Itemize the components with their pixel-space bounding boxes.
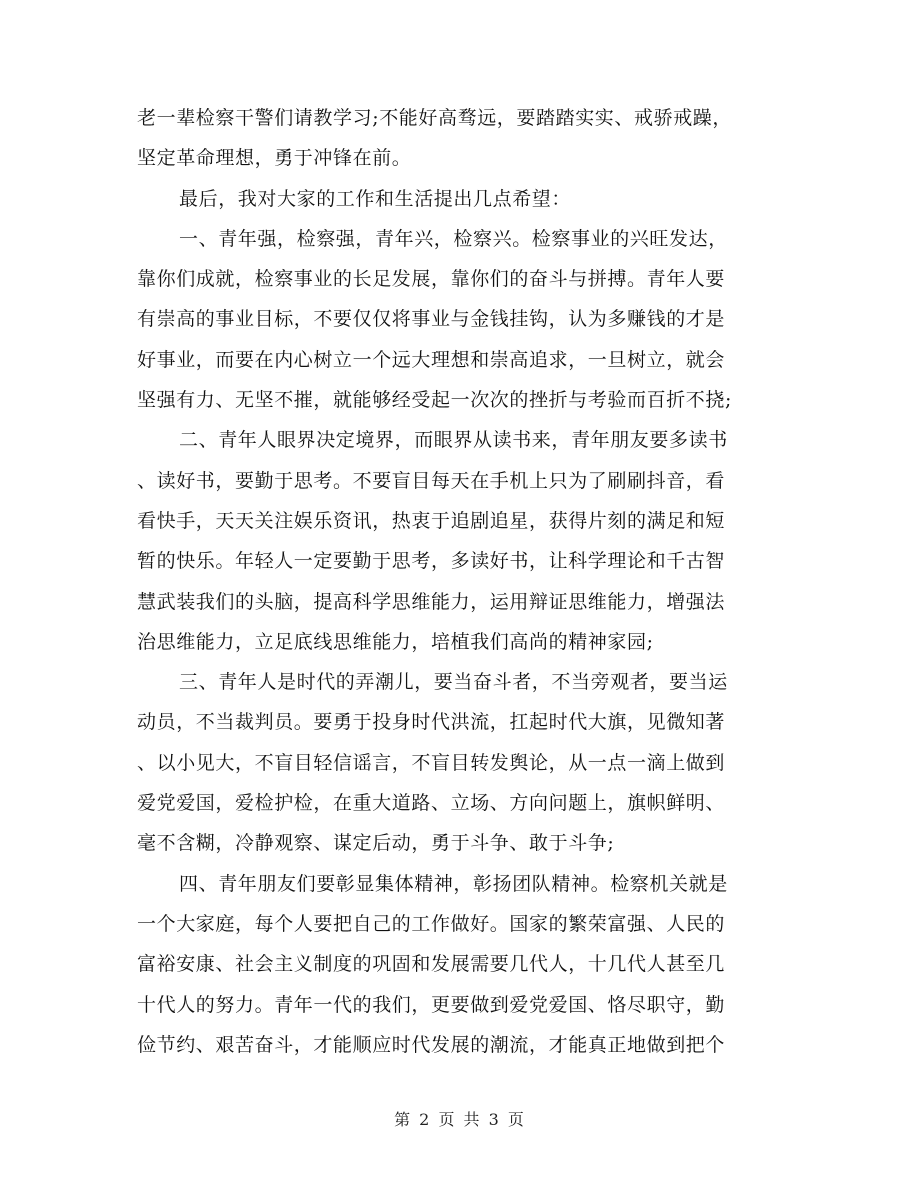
body-line-13: 慧武装我们的头脑，提高科学思维能力，运用辩证思维能力，增强法 [137, 590, 726, 613]
body-line-2: 坚定革命理想，勇于冲锋在前。 [137, 147, 412, 170]
page-footer [0, 1107, 920, 1130]
body-line-11: 看快手，天天关注娱乐资讯，热衷于追剧追星，获得片刻的满足和短 [137, 509, 726, 532]
body-line-18: 爱党爱国，爱检护检，在重大道路、立场、方向问题上，旗帜鲜明、 [137, 792, 726, 815]
body-line-21: 一个大家庭，每个人要把自己的工作做好。国家的繁荣富强、人民的 [137, 912, 726, 935]
body-line-3: 最后，我对大家的工作和生活提出几点希望： [179, 187, 572, 210]
body-line-9: 二、青年人眼界决定境界，而眼界从读书来，青年朋友要多读书 [179, 429, 728, 452]
body-line-17: 、以小见大，不盲目轻信谣言，不盲目转发舆论，从一点一滴上做到 [137, 751, 726, 774]
body-line-23: 十代人的努力。青年一代的我们，更要做到爱党爱国、恪尽职守，勤 [137, 993, 726, 1016]
body-line-5: 靠你们成就，检察事业的长足发展，靠你们的奋斗与拼搏。青年人要 [137, 268, 726, 291]
body-line-19: 毫不含糊，冷静观察、谋定后动，勇于斗争、敢于斗争; [137, 832, 615, 855]
page-number-label: 第 2 页 共 3 页 [394, 1110, 526, 1129]
body-line-24: 俭节约、艰苦奋斗，才能顺应时代发展的潮流，才能真正地做到把个 [137, 1033, 726, 1056]
body-line-12: 暂的快乐。年轻人一定要勤于思考，多读好书，让科学理论和千古智 [137, 550, 726, 573]
body-line-15: 三、青年人是时代的弄潮儿，要当奋斗者，不当旁观者，要当运 [179, 671, 728, 694]
document-body [137, 98, 797, 1065]
body-line-6: 有崇高的事业目标，不要仅仅将事业与金钱挂钩，认为多赚钱的才是 [137, 308, 726, 331]
body-line-10: 、读好书，要勤于思考。不要盲目每天在手机上只为了刷刷抖音，看 [137, 469, 726, 492]
body-line-8: 坚强有力、无坚不摧，就能够经受起一次次的挫折与考验而百折不挠; [137, 389, 733, 412]
body-line-14: 治思维能力，立足底线思维能力，培植我们高尚的精神家园; [137, 630, 654, 653]
body-line-1: 老一辈检察干警们请教学习;不能好高骛远，要踏踏实实、戒骄戒躁， [137, 107, 733, 129]
body-line-16: 动员，不当裁判员。要勇于投身时代洪流，扛起时代大旗，见微知著 [137, 711, 726, 734]
body-line-20: 四、青年朋友们要彰显集体精神，彰扬团队精神。检察机关就是 [179, 872, 728, 895]
body-line-4: 一、青年强，检察强，青年兴，检察兴。检察事业的兴旺发达， [179, 227, 728, 250]
body-line-7: 好事业，而要在内心树立一个远大理想和崇高追求，一旦树立，就会 [137, 348, 726, 371]
body-line-22: 富裕安康、社会主义制度的巩固和发展需要几代人，十几代人甚至几 [137, 953, 726, 976]
